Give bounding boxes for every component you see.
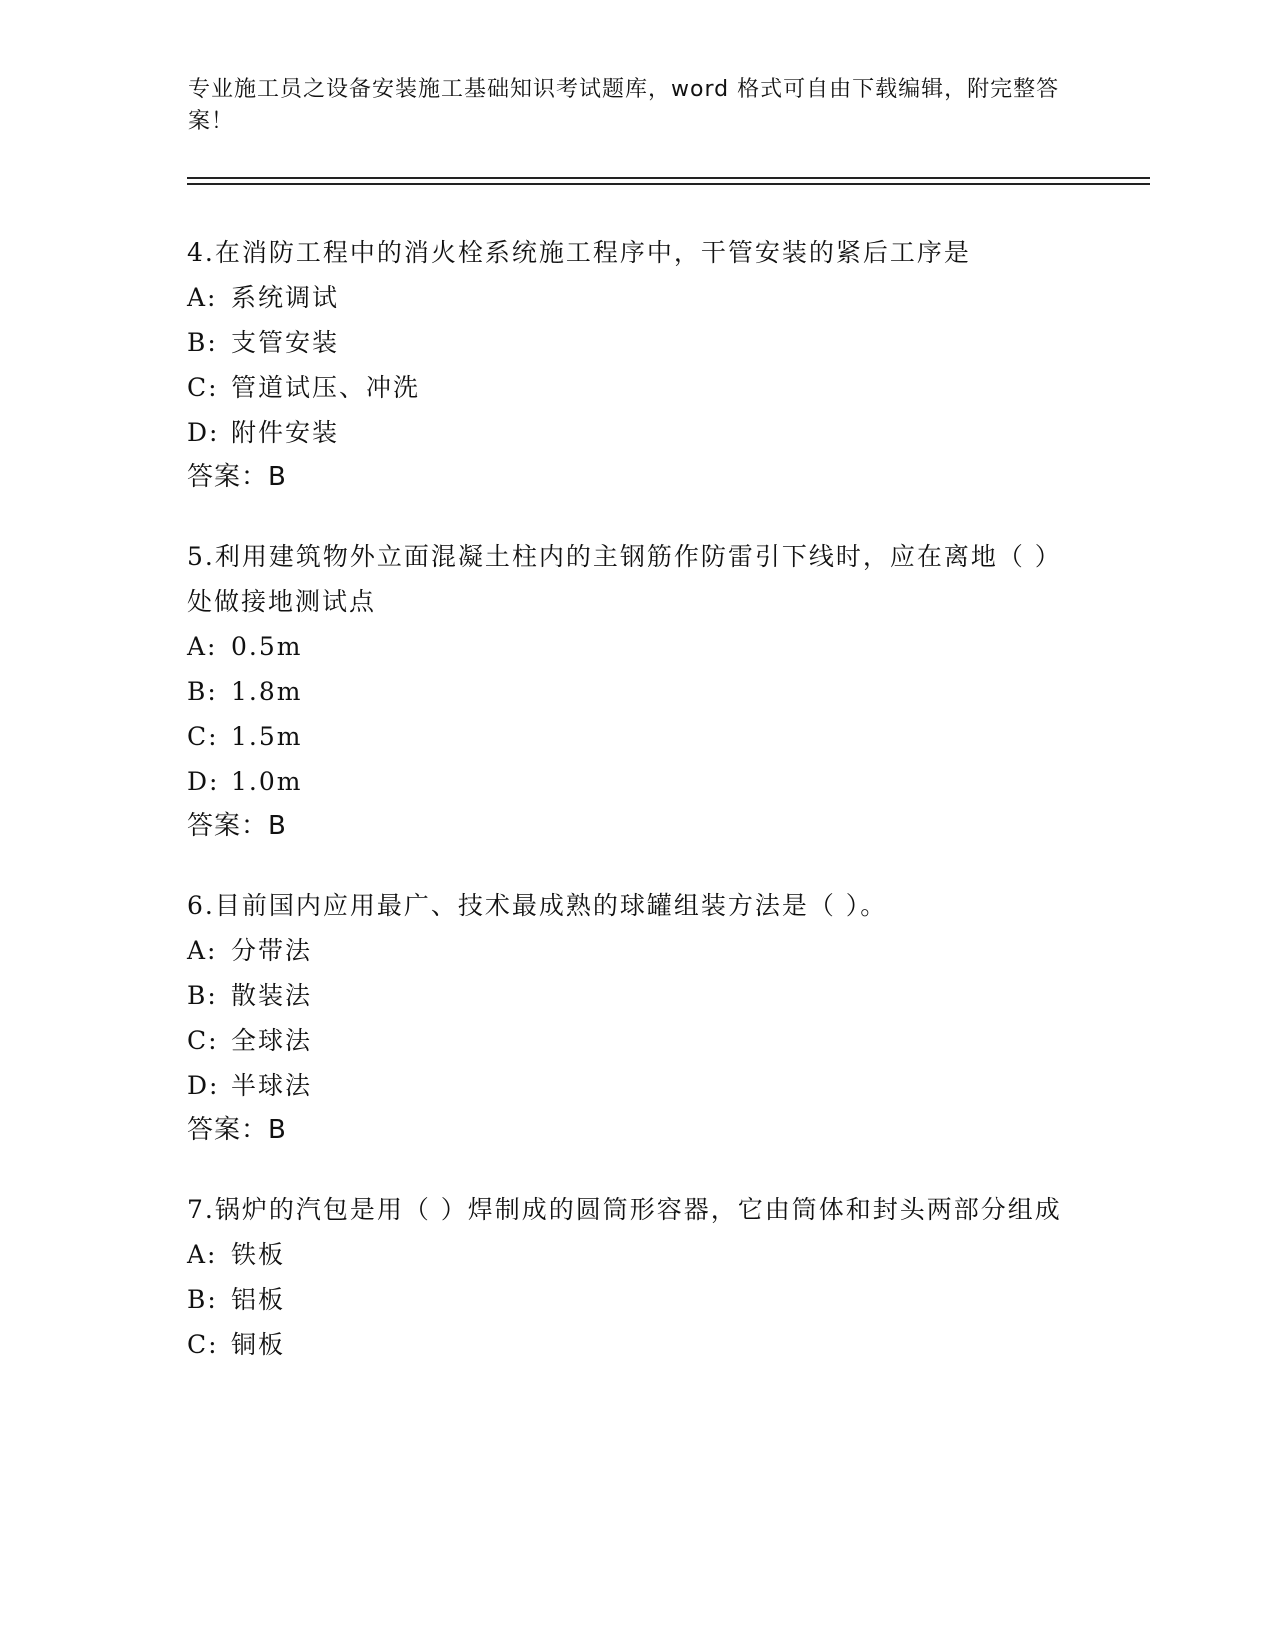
- option-text: 支管安装: [231, 328, 340, 357]
- option-text: 铁板: [231, 1240, 286, 1269]
- document-header: [188, 74, 1068, 138]
- option-text: 1.8m: [231, 677, 303, 706]
- option-key: B:: [187, 328, 218, 357]
- option-text: 铝板: [231, 1285, 286, 1314]
- option-d: [187, 410, 1087, 455]
- option-text: 1.0m: [231, 767, 303, 796]
- answer-line: 答案：B: [187, 1115, 287, 1145]
- option-a: [187, 275, 1087, 320]
- option-a: [187, 624, 1087, 669]
- option-key: A:: [187, 936, 218, 965]
- option-text: 系统调试: [231, 283, 340, 312]
- option-text: 附件安装: [231, 418, 340, 447]
- question-stem: 5.利用建筑物外立面混凝土柱内的主钢筋作防雷引下线时，应在离地（ ）处做接地测试点: [187, 542, 1062, 616]
- header-title: 专业施工员之设备安装施工基础知识考试题库，word 格式可自由下载编辑，附完整答案！: [188, 77, 1060, 134]
- option-key: B:: [187, 981, 218, 1010]
- option-key: C:: [187, 1026, 219, 1055]
- option-key: C:: [187, 373, 219, 402]
- option-a: [187, 928, 1087, 973]
- option-b: [187, 320, 1087, 365]
- option-a: [187, 1232, 1087, 1277]
- option-key: A:: [187, 283, 218, 312]
- question-list: [187, 230, 1087, 1401]
- option-d: [187, 1063, 1087, 1108]
- option-text: 1.5m: [231, 722, 303, 751]
- option-c: [187, 365, 1087, 410]
- answer-line: 答案：B: [187, 462, 287, 492]
- option-text: 半球法: [231, 1071, 313, 1100]
- question-6: [187, 883, 1087, 1153]
- question-stem: 4.在消防工程中的消火栓系统施工程序中，干管安装的紧后工序是: [187, 238, 971, 267]
- option-key: C:: [187, 722, 219, 751]
- question-5: [187, 534, 1087, 849]
- answer-line: 答案：B: [187, 811, 287, 841]
- option-d: [187, 759, 1087, 804]
- option-text: 管道试压、冲洗: [231, 373, 421, 402]
- option-text: 分带法: [231, 936, 313, 965]
- option-text: 散装法: [231, 981, 313, 1010]
- option-b: [187, 669, 1087, 714]
- option-key: D:: [187, 1071, 220, 1100]
- option-key: B:: [187, 1285, 218, 1314]
- question-stem: 6.目前国内应用最广、技术最成熟的球罐组装方法是（ ）。: [187, 891, 888, 920]
- question-stem: 7.锅炉的汽包是用（ ）焊制成的圆筒形容器，它由筒体和封头两部分组成: [187, 1195, 1062, 1224]
- option-b: [187, 973, 1087, 1018]
- option-key: B:: [187, 677, 218, 706]
- question-4: [187, 230, 1087, 500]
- option-key: C:: [187, 1330, 219, 1359]
- option-c: [187, 714, 1087, 759]
- header-divider-top: [187, 177, 1150, 179]
- option-text: 0.5m: [231, 632, 303, 661]
- option-c: [187, 1322, 1087, 1367]
- header-divider-bottom: [187, 183, 1150, 185]
- option-text: 全球法: [231, 1026, 313, 1055]
- option-text: 铜板: [231, 1330, 286, 1359]
- option-key: A:: [187, 1240, 218, 1269]
- option-key: D:: [187, 418, 220, 447]
- option-key: A:: [187, 632, 218, 661]
- option-key: D:: [187, 767, 220, 796]
- option-b: [187, 1277, 1087, 1322]
- question-7: [187, 1187, 1087, 1367]
- option-c: [187, 1018, 1087, 1063]
